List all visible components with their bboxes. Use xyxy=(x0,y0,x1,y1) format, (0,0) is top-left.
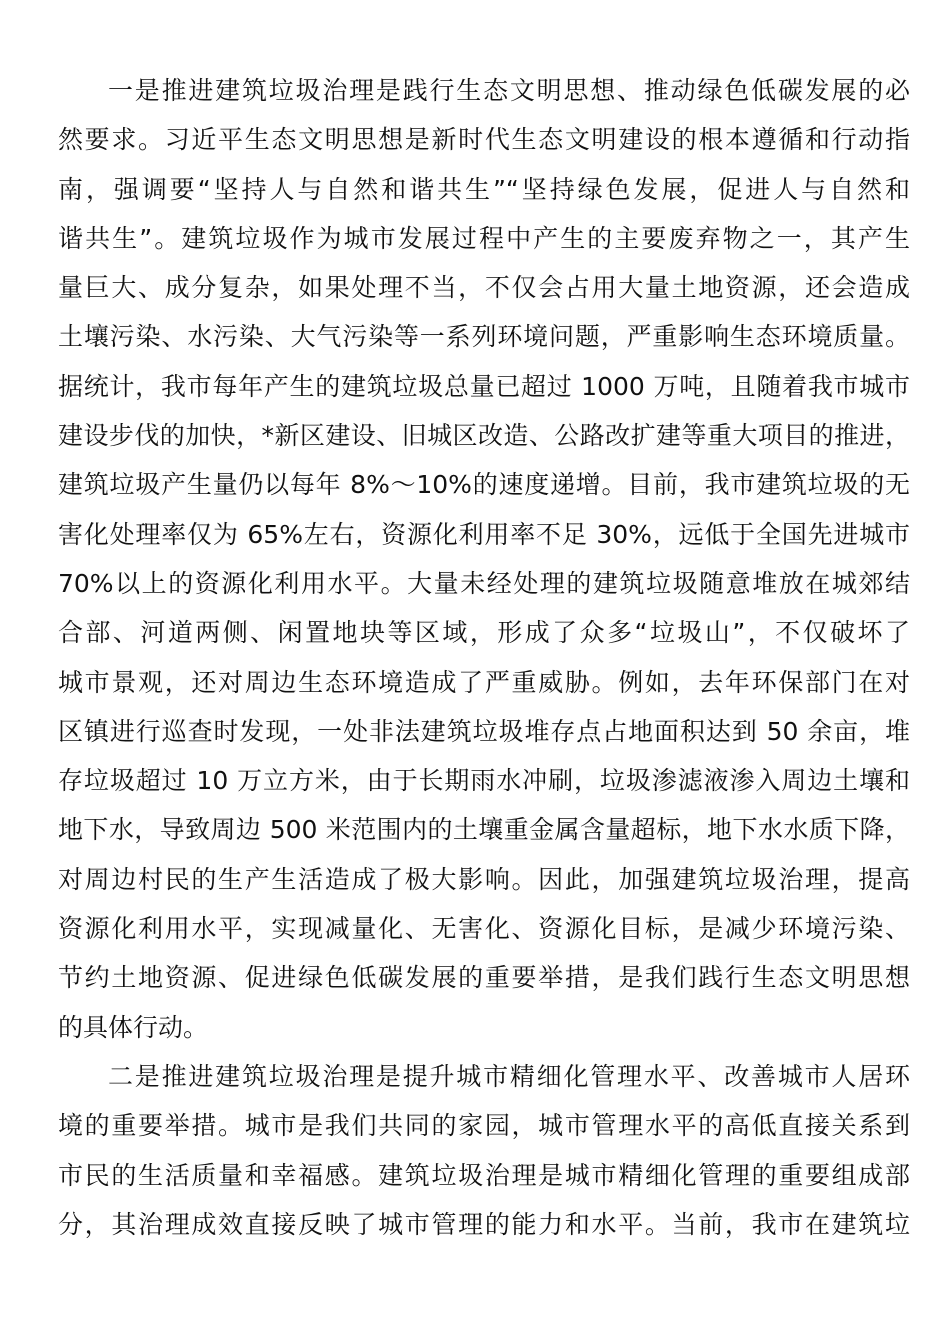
text-line: 合部、河道两侧、闲置地块等区域，形成了众多“垃圾山”，不仅破坏了 xyxy=(58,618,910,648)
text-line: 对周边村民的生产生活造成了极大影响。因此，加强建筑垃圾治理，提高 xyxy=(58,864,910,894)
paragraph-1 xyxy=(58,66,910,1052)
text-line: 资源化利用水平，实现减量化、无害化、资源化目标，是减少环境污染、 xyxy=(58,914,910,944)
document-body xyxy=(58,66,910,1249)
text-line: 谐共生”。建筑垃圾作为城市发展过程中产生的主要废弃物之一，其产生 xyxy=(58,223,910,253)
text-line: 然要求。习近平生态文明思想是新时代生态文明建设的根本遵循和行动指 xyxy=(58,125,910,155)
text-line: 市民的生活质量和幸福感。建筑垃圾治理是城市精细化管理的重要组成部 xyxy=(58,1160,910,1190)
text-line: 害化处理率仅为 65%左右，资源化利用率不足 30%，远低于全国先进城市 xyxy=(58,519,910,549)
text-line: 土壤污染、水污染、大气污染等一系列环境问题，严重影响生态环境质量。 xyxy=(58,322,910,352)
text-line: 据统计，我市每年产生的建筑垃圾总量已超过 1000 万吨，且随着我市城市 xyxy=(58,371,910,401)
text-line: 南，强调要“坚持人与自然和谐共生”“坚持绿色发展，促进人与自然和 xyxy=(58,174,910,204)
text-line: 分，其治理成效直接反映了城市管理的能力和水平。当前，我市在建筑垃 xyxy=(58,1209,910,1239)
text-line: 量巨大、成分复杂，如果处理不当，不仅会占用大量土地资源，还会造成 xyxy=(58,273,910,303)
text-line: 地下水，导致周边 500 米范围内的土壤重金属含量超标，地下水水质下降， xyxy=(58,815,910,845)
text-line: 区镇进行巡查时发现，一处非法建筑垃圾堆存点占地面积达到 50 余亩，堆 xyxy=(58,716,910,746)
text-line: 城市景观，还对周边生态环境造成了严重威胁。例如，去年环保部门在对 xyxy=(58,667,910,697)
text-line: 建筑垃圾产生量仍以每年 8%～10%的速度递增。目前，我市建筑垃圾的无 xyxy=(58,470,910,500)
text-line: 境的重要举措。城市是我们共同的家园，城市管理水平的高低直接关系到 xyxy=(58,1111,910,1141)
paragraph-2 xyxy=(58,1052,910,1249)
text-line: 70%以上的资源化利用水平。大量未经处理的建筑垃圾随意堆放在城郊结 xyxy=(58,568,910,598)
text-line: 的具体行动。 xyxy=(58,1012,209,1042)
text-line: 节约土地资源、促进绿色低碳发展的重要举措，是我们践行生态文明思想 xyxy=(58,963,910,993)
text-line: 建设步伐的加快，*新区建设、旧城区改造、公路改扩建等重大项目的推进， xyxy=(58,421,910,451)
text-line: 存垃圾超过 10 万立方米，由于长期雨水冲刷，垃圾渗滤液渗入周边土壤和 xyxy=(58,766,910,796)
text-line: 二是推进建筑垃圾治理是提升城市精细化管理水平、改善城市人居环 xyxy=(108,1061,910,1091)
text-line: 一是推进建筑垃圾治理是践行生态文明思想、推动绿色低碳发展的必 xyxy=(108,76,910,105)
